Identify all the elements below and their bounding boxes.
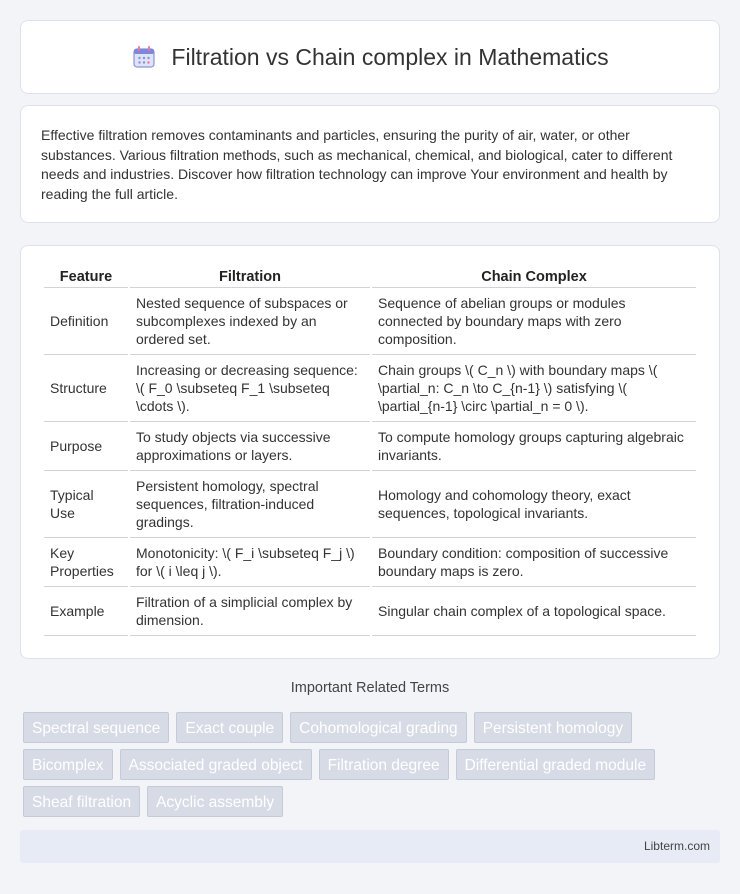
related-term-tag[interactable]: Differential graded module: [456, 749, 656, 780]
related-terms-list: [23, 712, 723, 823]
related-term-tag[interactable]: Sheaf filtration: [23, 786, 140, 817]
chain-cell: Chain groups \( C_n \) with boundary maps \( \partial_n: C_n \to C_{n-1} \) satisfying \( \partial_{n-1} \circ \partial_n = 0 \).: [372, 355, 696, 422]
table-row: [44, 355, 696, 422]
related-term-tag[interactable]: Persistent homology: [474, 712, 632, 743]
feature-cell: Purpose: [44, 422, 128, 471]
page-title: Filtration vs Chain complex in Mathematics: [171, 43, 609, 70]
table-row: [44, 538, 696, 587]
comparison-card: [20, 245, 720, 659]
chain-cell: Singular chain complex of a topological space.: [372, 587, 696, 636]
related-term-tag[interactable]: Acyclic assembly: [147, 786, 283, 817]
filtration-cell: Monotonicity: \( F_i \subseteq F_j \) for \( i \leq j \).: [130, 538, 370, 587]
intro-card: [20, 105, 720, 223]
chain-cell: Boundary condition: composition of successive boundary maps is zero.: [372, 538, 696, 587]
table-row: [44, 422, 696, 471]
related-term-tag[interactable]: Filtration degree: [319, 749, 449, 780]
filtration-cell: Nested sequence of subspaces or subcomplexes indexed by an ordered set.: [130, 288, 370, 355]
chain-cell: Homology and cohomology theory, exact sequences, topological invariants.: [372, 471, 696, 538]
feature-cell: Example: [44, 587, 128, 636]
calendar-icon: [131, 44, 157, 70]
feature-cell: Structure: [44, 355, 128, 422]
header-chain-complex: Chain Complex: [372, 266, 696, 288]
filtration-cell: Filtration of a simplicial complex by dimension.: [130, 587, 370, 636]
chain-cell: To compute homology groups capturing algebraic invariants.: [372, 422, 696, 471]
table-row: [44, 288, 696, 355]
title-card: [20, 20, 720, 94]
header-filtration: Filtration: [130, 266, 370, 288]
related-terms-heading: Important Related Terms: [290, 680, 450, 696]
chain-cell: Sequence of abelian groups or modules connected by boundary maps with zero composition.: [372, 288, 696, 355]
comparison-table: [42, 266, 698, 636]
feature-cell: Key Properties: [44, 538, 128, 587]
related-term-tag[interactable]: Associated graded object: [120, 749, 312, 780]
related-term-tag[interactable]: Cohomological grading: [290, 712, 467, 743]
table-row: [44, 471, 696, 538]
related-term-tag[interactable]: Spectral sequence: [23, 712, 169, 743]
footer: [20, 830, 720, 863]
feature-cell: Definition: [44, 288, 128, 355]
intro-text: Effective filtration removes contaminants and particles, ensuring the purity of air, water, or other substances. Various filtration methods, such as mechanical, chemical, and biological, cater to different needs and industries. Discover how filtration technology can improve Your environment and health by reading the full article.: [41, 127, 673, 202]
header-feature: Feature: [44, 266, 128, 288]
related-term-tag[interactable]: Exact couple: [176, 712, 283, 743]
related-term-tag[interactable]: Bicomplex: [23, 749, 113, 780]
table-header-row: [44, 266, 696, 288]
filtration-cell: To study objects via successive approximations or layers.: [130, 422, 370, 471]
filtration-cell: Persistent homology, spectral sequences, filtration-induced gradings.: [130, 471, 370, 538]
footer-site-link[interactable]: Libterm.com: [643, 839, 710, 853]
table-row: [44, 587, 696, 636]
feature-cell: Typical Use: [44, 471, 128, 538]
filtration-cell: Increasing or decreasing sequence: \( F_0 \subseteq F_1 \subseteq \cdots \).: [130, 355, 370, 422]
